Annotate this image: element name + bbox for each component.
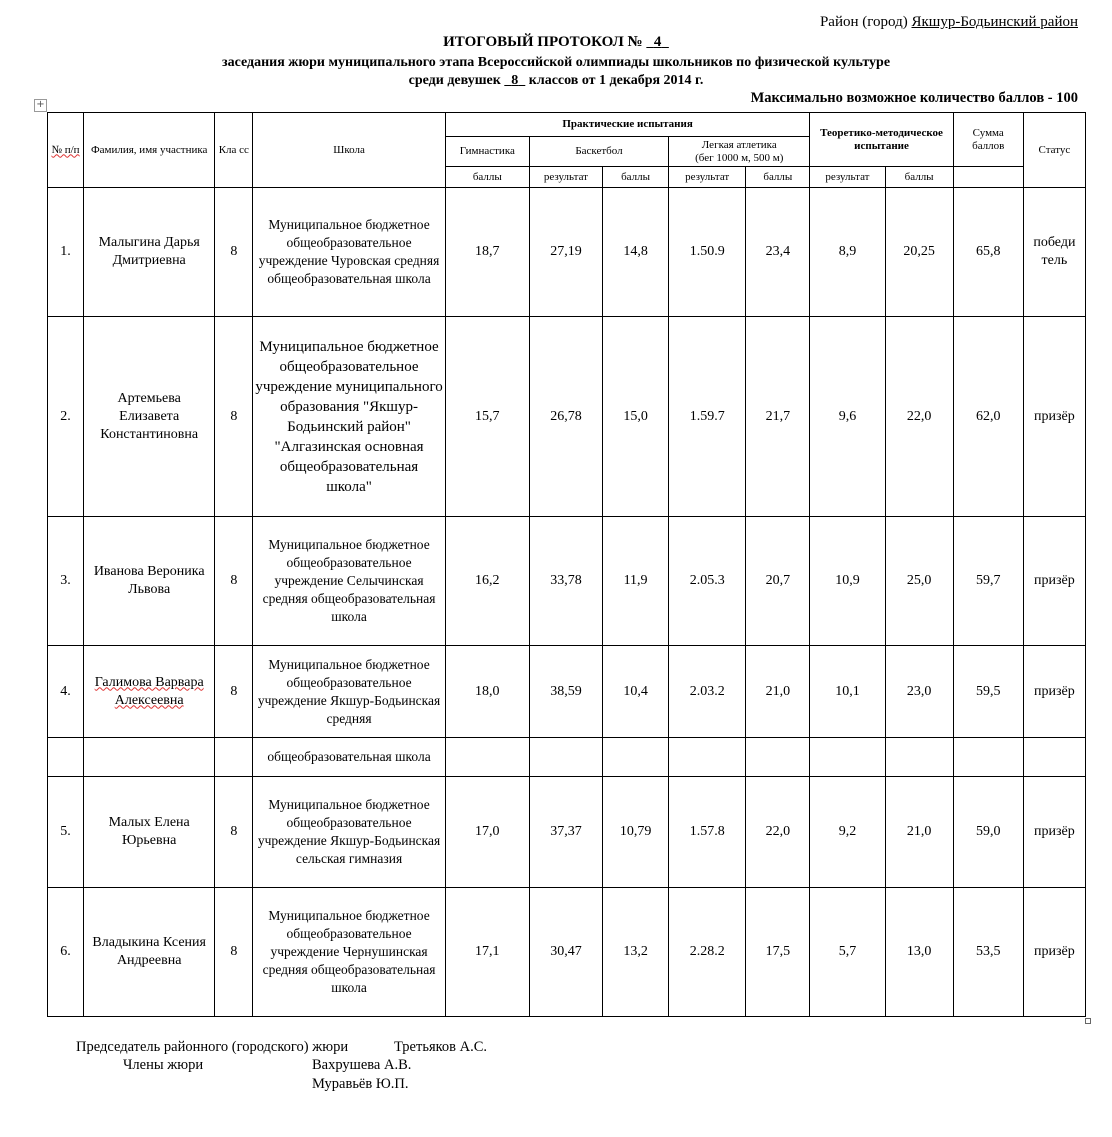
row-bask-points: 10,79 xyxy=(603,777,669,888)
row-ath-result: 1.57.8 xyxy=(669,777,746,888)
row-ath-result: 2.28.2 xyxy=(669,888,746,1017)
row-ath-points: 22,0 xyxy=(746,777,810,888)
members-label: Члены жюри xyxy=(123,1057,204,1073)
header-status: Статус xyxy=(1023,113,1085,188)
row-ath-points xyxy=(746,738,810,777)
subheader-bask-points: баллы xyxy=(603,167,669,188)
row-ath-result: 2.05.3 xyxy=(669,517,746,646)
max-points-line: Максимально возможное количество баллов - 100 xyxy=(750,90,1078,106)
row-status: призёр xyxy=(1023,646,1085,738)
row-class: 8 xyxy=(215,888,253,1017)
row-status: призёр xyxy=(1023,777,1085,888)
table-row xyxy=(48,738,1086,777)
row-num xyxy=(48,738,84,777)
header-class: Кла сс xyxy=(215,113,253,188)
district-label: Район (город) xyxy=(819,14,908,30)
row-gym: 15,7 xyxy=(445,317,529,517)
table-row xyxy=(48,777,1086,888)
header-name: Фамилия, имя участника xyxy=(84,113,215,188)
row-theory-points: 13,0 xyxy=(885,888,953,1017)
row-ath-points: 21,7 xyxy=(746,317,810,517)
row-theory-points: 25,0 xyxy=(885,517,953,646)
row-bask-result: 30,47 xyxy=(529,888,602,1017)
row-gym: 17,0 xyxy=(445,777,529,888)
row-sum: 62,0 xyxy=(953,317,1023,517)
chair-name: Третьяков А.С. xyxy=(394,1039,488,1055)
row-num: 6. xyxy=(48,888,84,1017)
table-row xyxy=(48,646,1086,738)
protocol-subtitle: заседания жюри муниципального этапа Всероссийской олимпиады школьников по физической культуре xyxy=(221,55,891,70)
member-2: Муравьёв Ю.П. xyxy=(312,1076,409,1092)
table-row xyxy=(48,517,1086,646)
row-school: Муниципальное бюджетное общеобразовательное учреждение Селычинская средняя общеобразовательная школа xyxy=(253,517,445,646)
row-sum: 53,5 xyxy=(953,888,1023,1017)
row-school: Муниципальное бюджетное общеобразовательное учреждение Якшур-Бодьинская средняя xyxy=(253,646,445,738)
title-prefix: ИТОГОВЫЙ ПРОТОКОЛ № xyxy=(443,34,643,50)
row-ath-result: 1.59.7 xyxy=(669,317,746,517)
row-bask-points: 15,0 xyxy=(603,317,669,517)
row-gym xyxy=(445,738,529,777)
row-theory-result xyxy=(810,738,885,777)
subheader-gym-points: баллы xyxy=(445,167,529,188)
row-name: Малыгина Дарья Дмитриевна xyxy=(84,188,215,317)
header-practical: Практические испытания xyxy=(445,113,810,137)
row-bask-result: 37,37 xyxy=(529,777,602,888)
row-ath-result xyxy=(669,738,746,777)
subheader-bask-result: результат xyxy=(529,167,602,188)
member-1: Вахрушева А.В. xyxy=(312,1057,412,1073)
chair-label: Председатель районного (городского) жюри xyxy=(76,1039,349,1055)
row-theory-result: 9,6 xyxy=(810,317,885,517)
row-class: 8 xyxy=(215,188,253,317)
row-ath-result: 1.50.9 xyxy=(669,188,746,317)
row-num: 5. xyxy=(48,777,84,888)
row-gym: 16,2 xyxy=(445,517,529,646)
row-ath-points: 17,5 xyxy=(746,888,810,1017)
row-theory-points: 21,0 xyxy=(885,777,953,888)
subheader-ath-points: баллы xyxy=(746,167,810,188)
protocol-title xyxy=(0,34,1112,51)
row-gym: 17,1 xyxy=(445,888,529,1017)
district-value: Якшур-Бодьинский район xyxy=(911,14,1078,30)
row-school: Муниципальное бюджетное общеобразовательное учреждение Якшур-Бодьинская сельская гимназия xyxy=(253,777,445,888)
row-bask-result: 38,59 xyxy=(529,646,602,738)
row-bask-points: 14,8 xyxy=(603,188,669,317)
row-school: Муниципальное бюджетное общеобразовательное учреждение Чернушинская средняя общеобразовательная школа xyxy=(253,888,445,1017)
table-row xyxy=(48,317,1086,517)
header-num: № п/п xyxy=(48,113,84,188)
row-ath-result: 2.03.2 xyxy=(669,646,746,738)
row-school: Муниципальное бюджетное общеобразовательное учреждение муниципального образования "Якшур-Бодьинский район" "Алгазинская основная общеобразовательная школа" xyxy=(253,317,445,517)
protocol-number: 4 xyxy=(653,34,662,50)
row-class: 8 xyxy=(215,517,253,646)
row-gym: 18,7 xyxy=(445,188,529,317)
row-ath-points: 23,4 xyxy=(746,188,810,317)
row-name: Владыкина Ксения Андреевна xyxy=(84,888,215,1017)
row-school: общеобразовательная школа xyxy=(253,738,445,777)
row-theory-result: 8,9 xyxy=(810,188,885,317)
header-theory: Теоретико-методическое испытание xyxy=(810,113,953,167)
row-bask-points: 11,9 xyxy=(603,517,669,646)
table-move-handle-icon[interactable]: + xyxy=(34,99,47,112)
row-theory-points: 23,0 xyxy=(885,646,953,738)
row-num: 2. xyxy=(48,317,84,517)
row-status: призёр xyxy=(1023,317,1085,517)
subheader-sum-blank xyxy=(953,167,1023,188)
row-theory-points: 22,0 xyxy=(885,317,953,517)
table-resize-handle-icon[interactable] xyxy=(1085,1018,1091,1024)
row-bask-result: 26,78 xyxy=(529,317,602,517)
row-name: Артемьева Елизавета Константиновна xyxy=(84,317,215,517)
row-name: Иванова Вероника Львова xyxy=(84,517,215,646)
row-status: победи тель xyxy=(1023,188,1085,317)
table-row xyxy=(48,188,1086,317)
row-bask-result: 33,78 xyxy=(529,517,602,646)
row-sum: 59,0 xyxy=(953,777,1023,888)
header-basketball: Баскетбол xyxy=(529,137,668,167)
row-bask-result: 27,19 xyxy=(529,188,602,317)
row-class: 8 xyxy=(215,317,253,517)
results-table xyxy=(47,112,1086,1017)
row-class: 8 xyxy=(215,646,253,738)
row-theory-result: 10,9 xyxy=(810,517,885,646)
row-bask-points: 10,4 xyxy=(603,646,669,738)
row-name: Малых Елена Юрьевна xyxy=(84,777,215,888)
header-sum: Сумма баллов xyxy=(953,113,1023,167)
subheader-ath-result: результат xyxy=(669,167,746,188)
row-theory-result: 9,2 xyxy=(810,777,885,888)
row-ath-points: 20,7 xyxy=(746,517,810,646)
row-ath-points: 21,0 xyxy=(746,646,810,738)
row-name xyxy=(84,738,215,777)
row-status xyxy=(1023,738,1085,777)
row-theory-points: 20,25 xyxy=(885,188,953,317)
row-name: Галимова Варвара Алексеевна xyxy=(84,646,215,738)
row-theory-points xyxy=(885,738,953,777)
row-gym: 18,0 xyxy=(445,646,529,738)
subheader-theory-result: результат xyxy=(810,167,885,188)
row-theory-result: 10,1 xyxy=(810,646,885,738)
row-bask-points: 13,2 xyxy=(603,888,669,1017)
row-sum: 59,7 xyxy=(953,517,1023,646)
row-status: призёр xyxy=(1023,888,1085,1017)
row-class xyxy=(215,738,253,777)
row-status: призёр xyxy=(1023,517,1085,646)
row-theory-result: 5,7 xyxy=(810,888,885,1017)
district-line xyxy=(820,14,1078,31)
subheader-theory-points: баллы xyxy=(885,167,953,188)
row-bask-points xyxy=(603,738,669,777)
row-sum: 59,5 xyxy=(953,646,1023,738)
row-num: 3. xyxy=(48,517,84,646)
grade-line: среди девушек 8 классов от 1 декабря 2014 г. xyxy=(408,73,704,88)
row-class: 8 xyxy=(215,777,253,888)
row-sum xyxy=(953,738,1023,777)
grade-number: 8 xyxy=(511,73,519,88)
row-school: Муниципальное бюджетное общеобразовательное учреждение Чуровская средняя общеобразовательная школа xyxy=(253,188,445,317)
table-row xyxy=(48,888,1086,1017)
header-gymnastics: Гимнастика xyxy=(445,137,529,167)
row-num: 4. xyxy=(48,646,84,738)
header-school: Школа xyxy=(253,113,445,188)
header-athletics: Легкая атлетика (бег 1000 м, 500 м) xyxy=(669,137,810,167)
row-sum: 65,8 xyxy=(953,188,1023,317)
row-bask-result xyxy=(529,738,602,777)
row-num: 1. xyxy=(48,188,84,317)
